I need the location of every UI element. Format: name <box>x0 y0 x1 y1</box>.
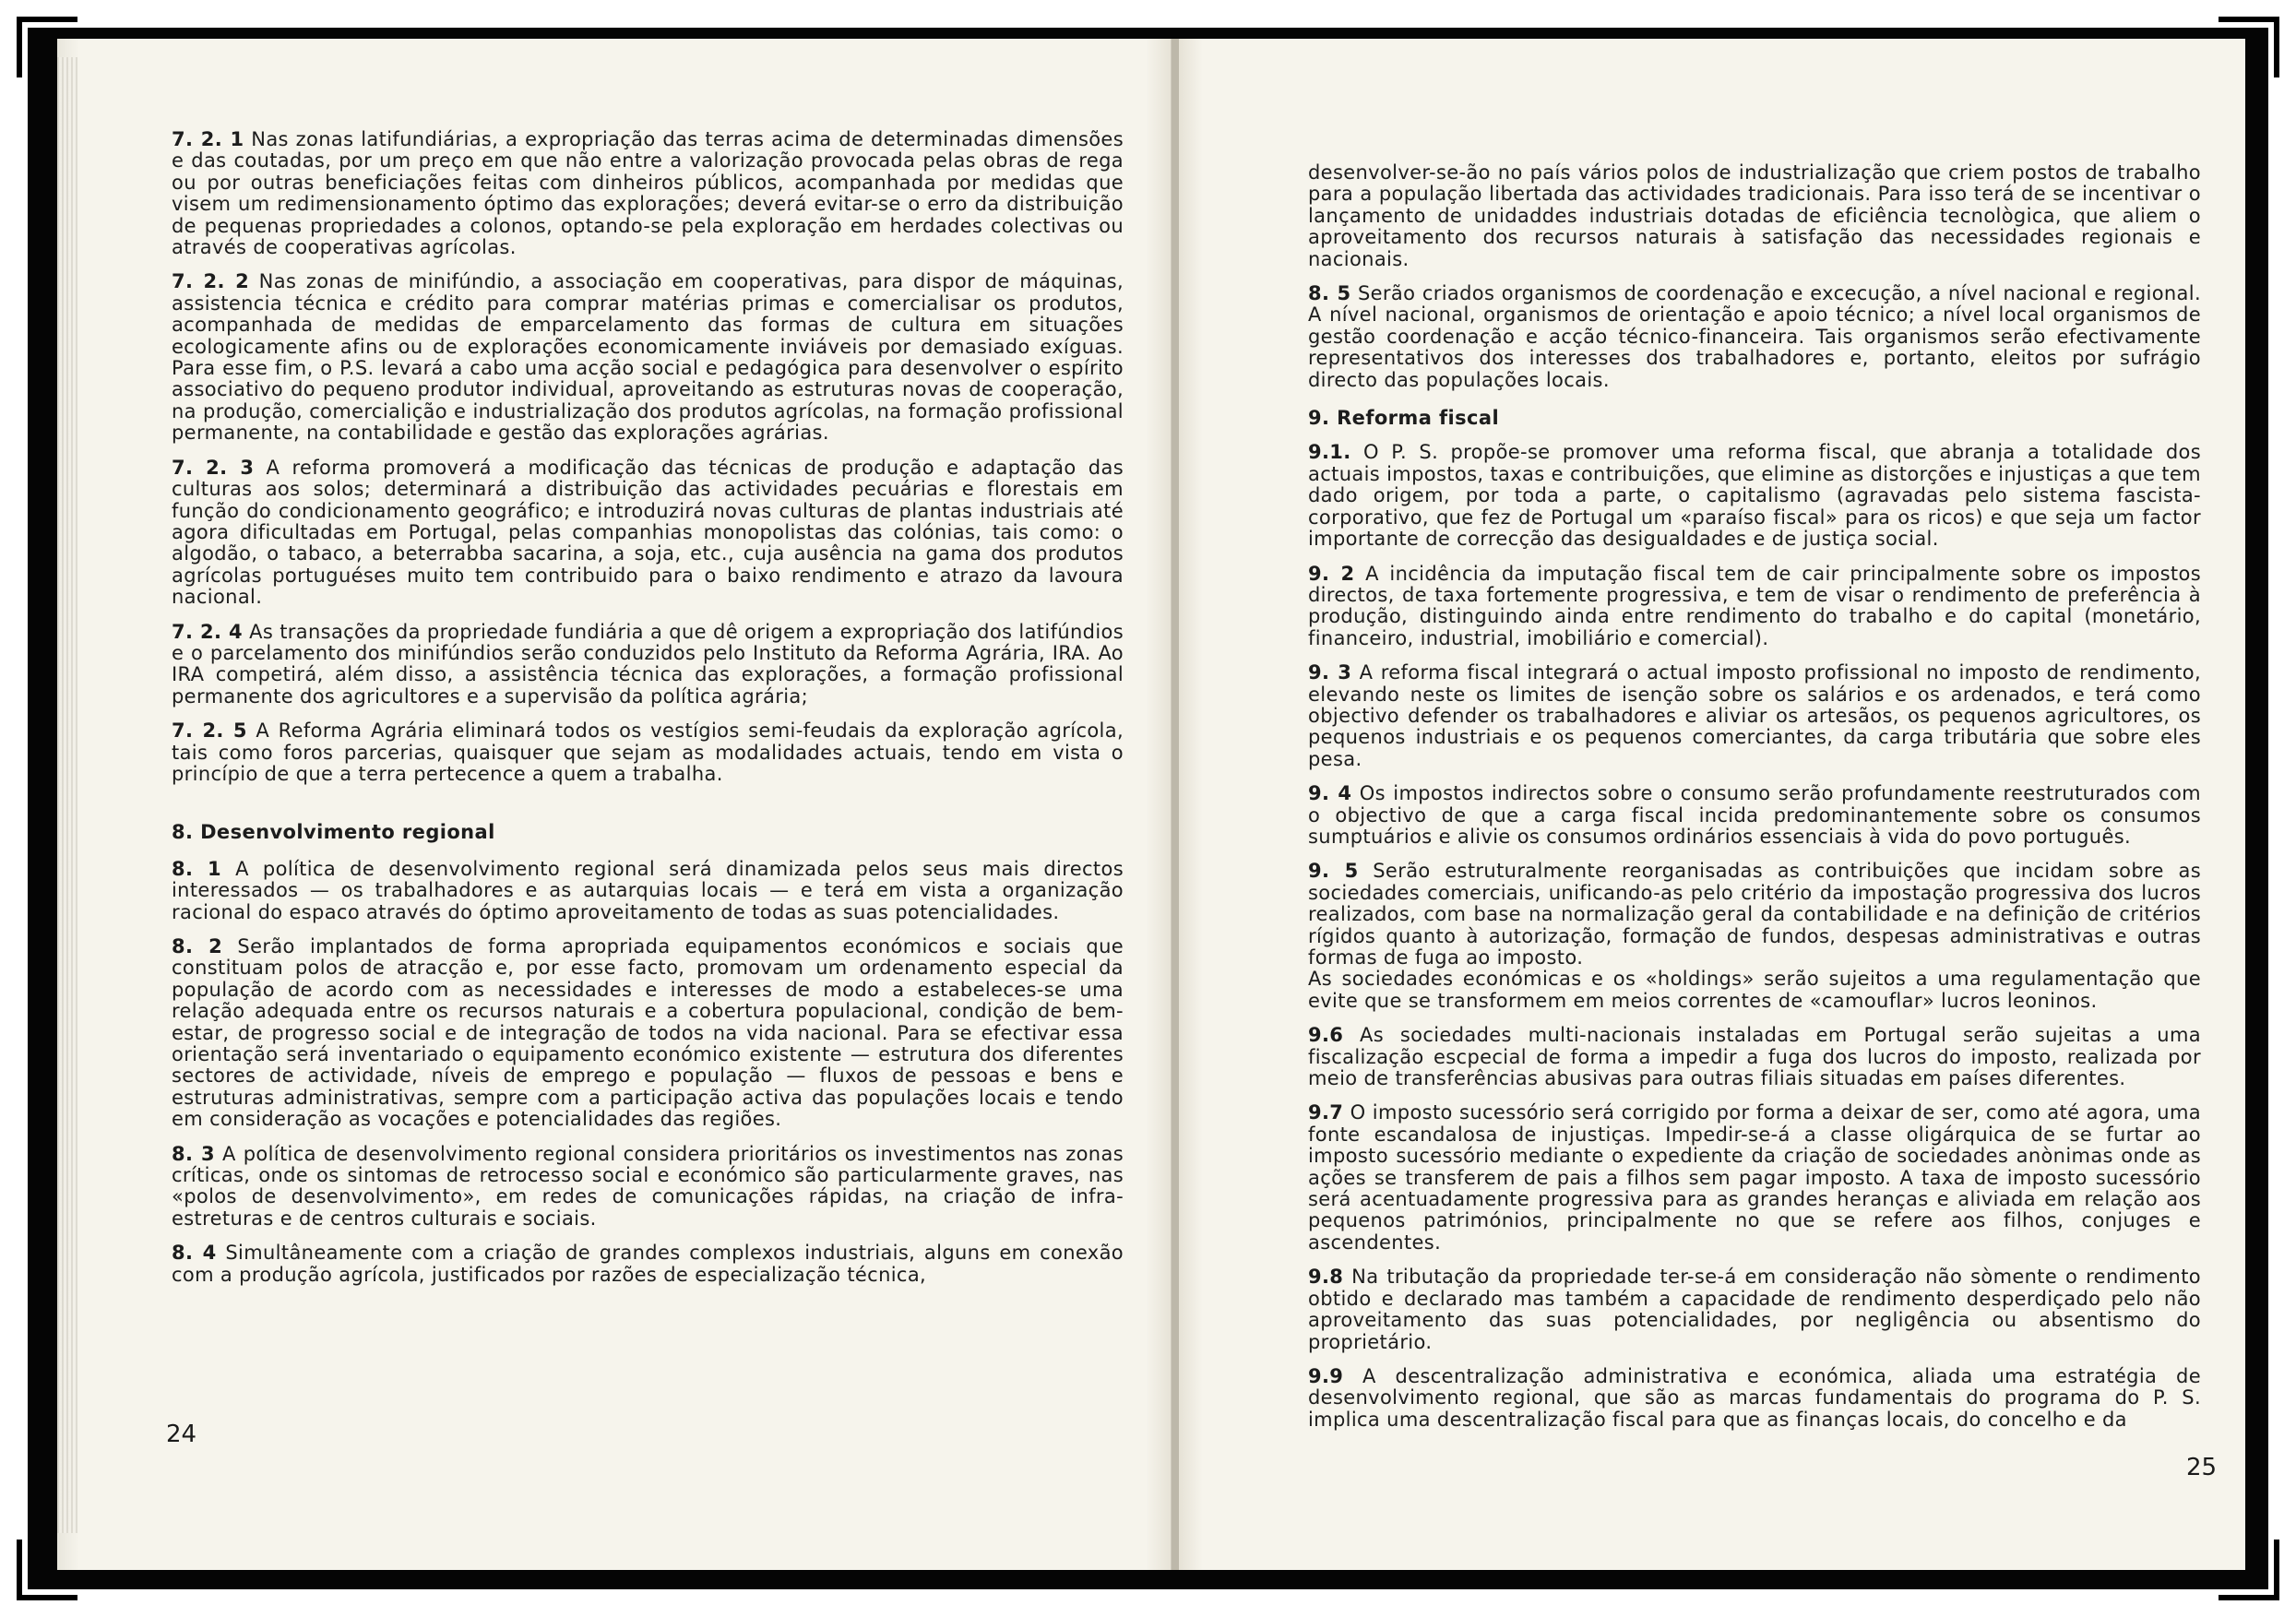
paragraph <box>172 458 1124 609</box>
right-page <box>1179 39 2245 1570</box>
paragraph <box>172 1242 1124 1286</box>
right-text-column <box>1308 162 2201 1444</box>
left-page <box>57 39 1172 1570</box>
paragraph <box>1308 1102 2201 1254</box>
paragraph-text: Simultâneamente com a criação de grandes complexos industriais, alguns em conexão com a produção agrícola, justificados por razões de especialização técnica, <box>172 1242 1124 1286</box>
paragraph-text: desenvolver-se-ão no país vários polos de industrialização que criem postos de trabalho para a população libertada das actividades tradicionais. Para isso terá de se incentivar o lançamento de unidaddes industriais dotadas de eficiência tecnològica, que aliem o aproveitamento dos recursos naturais à satisfação das necessidades regionais e nacionais. <box>1308 161 2201 270</box>
paragraph <box>1308 162 2201 270</box>
right-paragraphs-after <box>1308 442 2201 1431</box>
paragraph-text: A política de desenvolvimento regional será dinamizada pelos seus mais directos interessados — os trabalhadores e as autarquias locais — e terá em vista a organização racional do espaco através do óptimo aproveitamento de todas as suas potencialidades. <box>172 857 1124 923</box>
paragraph-number: 9.9 <box>1308 1364 1344 1387</box>
paragraph-text: Nas zonas latifundiárias, a expropriação das terras acima de determinadas dimensões e das coutadas, por um preço em que não entre a valorização provocada pelas obras de rega ou por outras beneficiações feitas com dinheiros públicos, acompanhada por medidas que visem um redimensionamento óptimo das explorações; deverá evitar-se o erro da distribuição de pequenas propriedades a colonos, optando-se pela exploração em herdades colectivas ou através de cooperativas agrícolas. <box>172 128 1124 259</box>
paragraph <box>1308 283 2201 391</box>
paragraph-number: 9. 3 <box>1308 661 1352 684</box>
paragraph-number: 7. 2. 1 <box>172 128 244 150</box>
book-gutter <box>1172 39 1179 1570</box>
book-spread <box>57 39 2245 1570</box>
paragraph-text: Os impostos indirectos sobre o consumo serão profundamente reestruturados com o objectivo de que a carga fiscal incida predominantemente sobre os consumos sumptuários e alivie os consumos ordinários essenciais à vida do povo português. <box>1308 782 2201 848</box>
paragraph <box>172 720 1124 785</box>
paragraph <box>1308 783 2201 848</box>
paragraph-number: 7. 2. 4 <box>172 620 244 643</box>
section-heading-9: 9. Reforma fiscal <box>1308 407 1500 430</box>
paragraph-number: 8. 3 <box>172 1142 215 1165</box>
left-paragraphs-after <box>172 859 1124 1286</box>
paragraph-text: As transações da propriedade fundiária a que dê origem a expropriação dos latifúndios e o parcelamento dos minifúndios serão conduzidos pelo Instituto da Reforma Agrária, IRA. Ao IRA competirá, além disso, a assistência técnica das explorações, a formação profissional permanente dos agricultores e a supervisão da política agrária; <box>172 620 1124 707</box>
left-text-column <box>172 129 1124 1299</box>
paragraph <box>1308 1266 2201 1353</box>
paragraph <box>172 271 1124 444</box>
paragraph <box>1308 861 2201 969</box>
paragraph-number: 7. 2. 2 <box>172 270 250 293</box>
paragraph <box>172 859 1124 923</box>
paragraph-text: O imposto sucessório será corrigido por forma a deixar de ser, como até agora, uma fonte escandalosa de injustiças. Impedir-se-á a classe oligárquica de se furtar ao imposto sucessório mediante o expediente da criação de sociedades anònimas onde as ações se transferem de pais a filhos sem pagar imposto. A taxa de imposto sucessório será acentuadamente progressiva para as grandes heranças e aliviada em relação aos pequenos patrimónios, principalmente no que se refere aos filhos, conjuges e ascendentes. <box>1308 1101 2201 1254</box>
paragraph-number: 8. 5 <box>1308 282 1351 305</box>
paragraph <box>172 936 1124 1131</box>
paragraph-text: Serão estruturalmente reorganisadas as contribuições que incidam sobre as sociedades comerciais, unificando-as pelo critério da impostação progressiva dos lucros realizados, com base na normalização geral da contabilidade e na definição de critérios rígidos quanto à autorização, formação de fundos, despesas administrativas e outras formas de fuga ao imposto. <box>1308 860 2201 969</box>
paragraph-text: Serão criados organismos de coordenação e excecução, a nível nacional e regional. A nível nacional, organismos de orientação e apoio técnico; a nível local organismos de gestão coordenação e acção técnico-financeira. Tais organismos serão efectivamente representativos dos interesses dos trabalhadores e, portanto, eleitos por sufrágio directo das populações locais. <box>1308 282 2201 391</box>
paragraph-number: 8. 4 <box>172 1242 217 1265</box>
right-paragraphs-before <box>1308 162 2201 391</box>
paragraph-number: 8. 2 <box>172 935 223 957</box>
paragraph-number: 9.8 <box>1308 1266 1344 1289</box>
paragraph-text: A descentralização administrativa e económica, aliada uma estratégia de desenvolvimento regional, que são as marcas fundamentais do programa do P. S. implica uma descentralização fiscal para que as finanças locais, do concelho e da <box>1308 1364 2201 1431</box>
paragraph-number: 7. 2. 3 <box>172 456 255 479</box>
paragraph-text: As sociedades económicas e os «holdings» serão sujeitos a uma regulamentação que evite que se transformem em meios correntes de «camouflar» lucros leoninos. <box>1308 968 2201 1012</box>
paragraph-text: A incidência da imputação fiscal tem de cair principalmente sobre os impostos directos, de taxa fortemente progressiva, e tem de visar o rendimento de preferência à produção, distinguindo ainda entre rendimento do trabalho e do capital (monetário, financeiro, industrial, imobiliário e comercial). <box>1308 562 2201 649</box>
left-paragraphs-before <box>172 129 1124 785</box>
paragraph-text: A Reforma Agrária eliminará todos os vestígios semi-feudais da exploração agrícola, tais como foros parcerias, quaisquer que sejam as modalidades actuais, tendo em vista o princípio de que a terra pertecence a quem a trabalha. <box>172 719 1124 785</box>
paragraph <box>1308 564 2201 650</box>
paragraph-text: A política de desenvolvimento regional considera prioritários os investimentos nas zonas críticas, onde os sintomas de retrocesso social e económico são particularmente graves, nas «polos de desenvolvimento», em redes de comunicações rápidas, na criação de infra-estreturas e de centros culturais e sociais. <box>172 1142 1124 1230</box>
paragraph-number: 9.1. <box>1308 441 1351 464</box>
paragraph <box>172 129 1124 258</box>
paragraph-text: Serão implantados de forma apropriada equipamentos económicos e sociais que constituam polos de atracção e, por esse facto, promovam um ordenamento especial da população de acordo com as necessidades e interesses de modo a estabeleces-se uma relação adequada entre os recursos naturais e a cobertura populacional, condição de bem-estar, de progresso social e de integração de todos na vida nacional. Para se efectivar essa orientação será inventariado o equipamento económico existente — estrutura dos diferentes sectores de actividade, níveis de emprego e população — fluxos de pessoas e bens e estruturas administrativas, sempre com a participação activa das populações locais e tendo em consideração as vocações e potencialidades das regiões. <box>172 935 1124 1131</box>
paragraph-number: 9. 5 <box>1308 860 1359 883</box>
section-heading-8: 8. Desenvolvimento regional <box>172 821 495 844</box>
page-number-left: 24 <box>166 1421 197 1448</box>
paragraph-text: Nas zonas de minifúndio, a associação em cooperativas, para dispor de máquinas, assistencia técnica e crédito para comprar matérias primas e comercialisar os produtos, acompanhada de medidas de emparcelamento das formas de cultura em situações ecologicamente afins ou de explorações economicamente inviáveis por demasiado exíguas. Para esse fim, o P.S. levará a cabo uma acção social e pedagógica para desenvolver o espírito associativo do pequeno produtor individual, aproveitando as estruturas novas de cooperação, na produção, comercialição e industrialização dos produtos agrícolas, na formação profissional permanente, na contabilidade e gestão das explorações agrárias. <box>172 270 1124 445</box>
paragraph-number: 9. 2 <box>1308 562 1355 585</box>
paragraph-number: 9.7 <box>1308 1101 1344 1124</box>
paragraph-number: 9.6 <box>1308 1024 1344 1047</box>
paragraph <box>1308 1025 2201 1089</box>
paragraph-number: 8. 1 <box>172 857 221 880</box>
paragraph <box>1308 1366 2201 1431</box>
page-stack-edge <box>57 57 77 1533</box>
paragraph-text: Na tributação da propriedade ter-se-á em consideração não sòmente o rendimento obtido e declarado mas também a capacidade de rendimento desperdiçado pelo não aproveitamento das suas potencialidades, por negligência ou absentismo do proprietário. <box>1308 1266 2201 1353</box>
paragraph <box>172 622 1124 708</box>
paragraph-text: A reforma fiscal integrará o actual imposto profissional no imposto de rendimento, elevando neste os limites de isenção sobre os salários e os ardenados, e terá como objectivo defender os trabalhadores e aliviar os artesãos, os pequenos agricultores, os pequenos industriais e os pequenos comerciantes, da carga tributária que sobre eles pesa. <box>1308 661 2201 770</box>
paragraph <box>1308 442 2201 550</box>
paragraph <box>1308 969 2201 1012</box>
paragraph-number: 9. 4 <box>1308 782 1352 805</box>
paragraph <box>172 1144 1124 1231</box>
paragraph <box>1308 662 2201 770</box>
paragraph-number: 7. 2. 5 <box>172 719 247 743</box>
paragraph-text: A reforma promoverá a modificação das técnicas de produção e adaptação das culturas aos solos; determinará a distribuição das actividades pecuárias e florestais em função do condicionamento geográfico; e introduzirá novas culturas de plantas industriais até agora dificultadas em Portugal, pelas companhias monopolistas das colónias, tais como: o algodão, o tabaco, a beterrabba sacarina, a soja, etc., cuja ausência na gama dos produtos agrícolas portuguéses muito tem contribuido para o baixo rendimento e atrazo da lavoura nacional. <box>172 456 1124 609</box>
page-number-right: 25 <box>2186 1454 2218 1481</box>
paragraph-text: O P. S. propõe-se promover uma reforma fiscal, que abranja a totalidade dos actuais impostos, taxas e contribuições, que elimine as distorções e injustiças a que tem dado origem, por toda a parte, o capitalismo (agravadas pelo sistema fascista-corporativo, que fez de Portugal um «paraíso fiscal» para os ricos) e que seja um factor importante de correcção das desigualdades e de justiça social. <box>1308 441 2201 551</box>
paragraph-text: As sociedades multi-nacionais instaladas em Portugal serão sujeitas a uma fiscalização escpecial de forma a impedir a fuga dos lucros do imposto, realizada por meio de transferências abusivas para outras filiais situadas em países diferentes. <box>1308 1024 2201 1090</box>
